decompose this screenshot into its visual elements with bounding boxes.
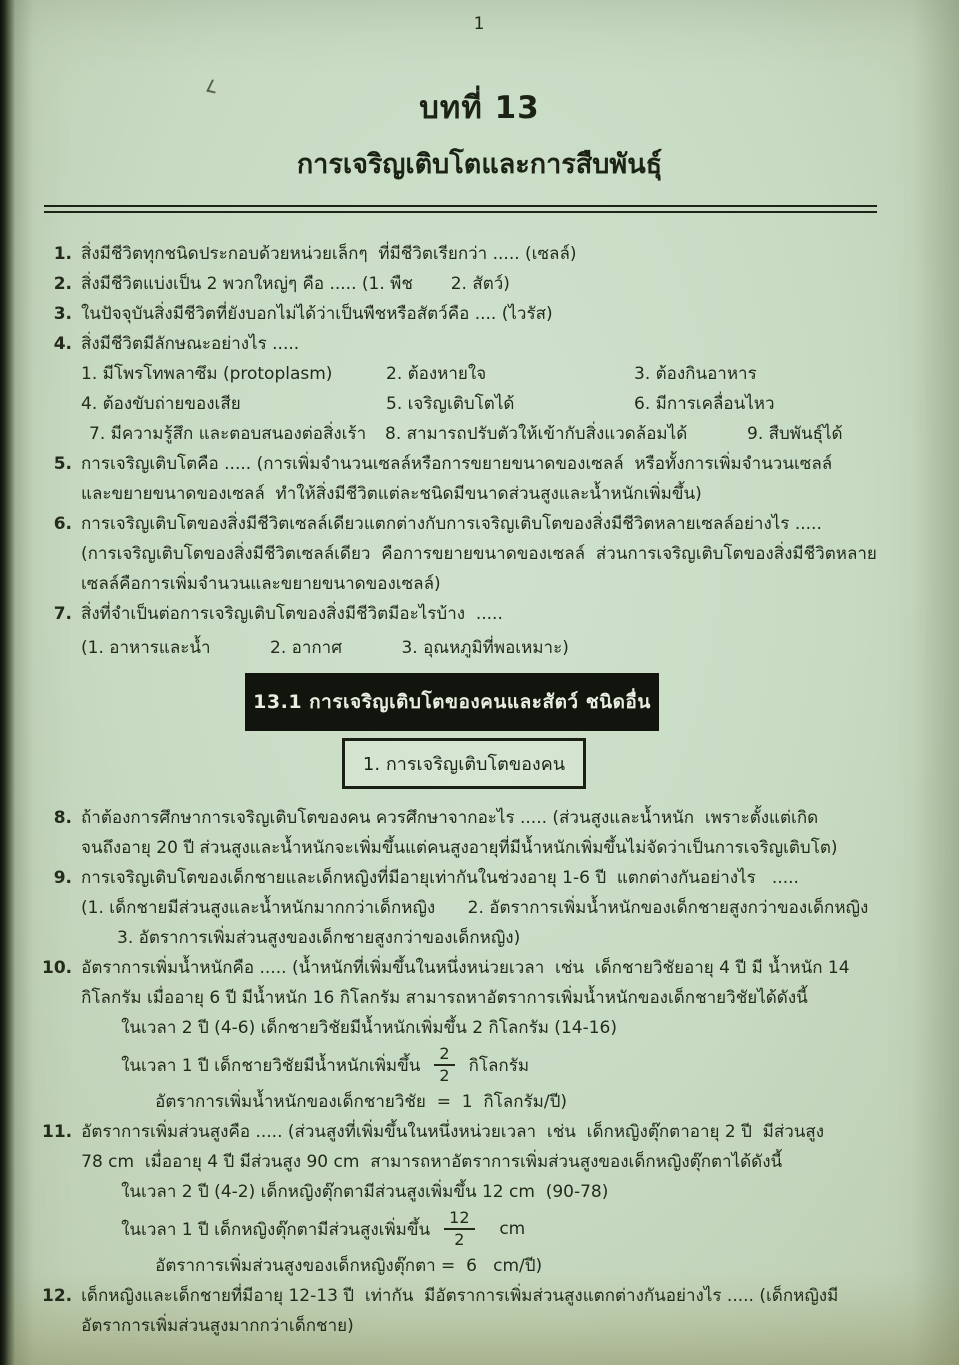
fraction	[444, 1209, 474, 1250]
calculation-result-line: อัตราการเพิ่มน้ำหนักของเด็กชายวิชัย = 1 กิโลกรัม/ปี)	[155, 1092, 568, 1112]
characteristic-cell: 4. ต้องขับถ่ายของเสีย	[81, 394, 241, 414]
question-text-line: กิโลกรัม เมื่ออายุ 6 ปี มีน้ำหนัก 16 กิโลกรัม สามารถหาอัตราการเพิ่มน้ำหนักของเด็กชายวิชัยได้ดังนี้	[81, 988, 808, 1008]
question-number: 6.	[53, 514, 72, 534]
question-7	[42, 599, 921, 663]
calculation-line-with-fraction	[121, 1207, 921, 1251]
question-3	[42, 299, 921, 329]
fraction-denominator: 2	[454, 1230, 465, 1249]
question-number: 1.	[53, 244, 72, 264]
question-text-line: สิ่งมีชีวิตมีลักษณะอย่างไร .....	[81, 334, 300, 354]
characteristics-row-2	[81, 389, 921, 419]
question-text-line: เซลล์คือการเพิ่มจำนวนและขยายขนาดของเซลล์)	[81, 574, 441, 594]
question-text-line: (การเจริญเติบโตของสิ่งมีชีวิตเซลล์เดียว คือการขยายขนาดของเซลล์ ส่วนการเจริญเติบโตของสิ่งมีชีวิตหลาย	[81, 544, 877, 564]
characteristic-cell: 2. ต้องหายใจ	[386, 364, 487, 384]
section-header-box: 13.1 การเจริญเติบโตของคนและสัตว์ ชนิดอื่น	[247, 675, 657, 729]
characteristic-cell: 9. สืบพันธุ์ได้	[747, 424, 843, 444]
question-12	[42, 1281, 921, 1341]
characteristic-cell: 3. ต้องกินอาหาร	[634, 364, 757, 384]
question-number: 3.	[53, 304, 72, 324]
question-number: 7.	[53, 604, 72, 624]
question-text-line: การเจริญเติบโตคือ ..... (การเพิ่มจำนวนเซลล์หรือการขยายขนาดของเซลล์ หรือทั้งการเพิ่มจำนวนเซลล์	[81, 454, 833, 474]
question-number: 9.	[53, 868, 72, 888]
question-8	[42, 803, 921, 863]
question-list	[0, 213, 959, 1341]
question-6	[42, 509, 921, 599]
fraction	[434, 1045, 454, 1086]
question-text-line: และขยายขนาดของเซลล์ ทำให้สิ่งมีชีวิตแต่ละชนิดมีขนาดส่วนสูงและน้ำหนักเพิ่มขึ้น)	[81, 484, 702, 504]
question-10	[42, 953, 921, 1117]
fraction-denominator: 2	[439, 1066, 450, 1085]
question-number: 11.	[42, 1122, 73, 1142]
page-number: 1	[473, 14, 486, 34]
characteristic-cell: 1. มีโพรโทพลาซึม (protoplasm)	[81, 364, 333, 384]
fraction-numerator: 2	[434, 1045, 454, 1066]
characteristic-cell: 5. เจริญเติบโตได้	[386, 394, 515, 414]
calculation-text: ในเวลา 1 ปี เด็กชายวิชัยมีน้ำหนักเพิ่มขึ้น	[121, 1055, 421, 1076]
calculation-text: cm	[488, 1219, 526, 1239]
characteristic-cell: 7. มีความรู้สึก และตอบสนองต่อสิ่งเร้า	[89, 424, 367, 444]
calculation-result-line: อัตราการเพิ่มส่วนสูงของเด็กหญิงตุ๊กตา = 6 cm/ปี)	[155, 1256, 543, 1276]
question-4	[42, 329, 921, 449]
question-text-line: การเจริญเติบโตของสิ่งมีชีวิตเซลล์เดียวแตกต่างกับการเจริญเติบโตของสิ่งมีชีวิตหลายเซลล์อย่างไร .....	[81, 514, 822, 534]
question-1	[42, 239, 921, 269]
question-text-line: ในปัจจุบันสิ่งมีชีวิตที่ยังบอกไม่ได้ว่าเป็นพืชหรือสัตว์คือ .... (ไวรัส)	[81, 304, 553, 324]
question-text-line: อัตราการเพิ่มน้ำหนักคือ ..... (น้ำหนักที่เพิ่มขึ้นในหนึ่งหน่วยเวลา เช่น เด็กชายวิชัยอายุ 4 ปี มี น้ำหนัก 14	[81, 958, 850, 978]
question-5	[42, 449, 921, 509]
characteristic-cell: 8. สามารถปรับตัวให้เข้ากับสิ่งแวดล้อมได้	[385, 424, 688, 444]
question-text-line: เด็กหญิงและเด็กชายที่มีอายุ 12-13 ปี เท่ากัน มีอัตราการเพิ่มส่วนสูงแตกต่างกันอย่างไร ..... (เด็กหญิงมี	[81, 1286, 839, 1306]
question-number: 4.	[53, 334, 72, 354]
question-text-line: ถ้าต้องการศึกษาการเจริญเติบโตของคน ควรศึกษาจากอะไร ..... (ส่วนสูงและน้ำหนัก เพราะตั้งแต่เกิด	[81, 808, 819, 828]
fraction-numerator: 12	[444, 1209, 474, 1230]
characteristics-row-1	[81, 359, 921, 389]
chapter-subtitle: การเจริญเติบโตและการสืบพันธุ์	[296, 149, 663, 180]
question-text-line: จนถึงอายุ 20 ปี ส่วนสูงและน้ำหนักจะเพิ่มขึ้นแต่คนสูงอายุที่มีน้ำหนักเพิ่มขึ้นไม่จัดว่าเป็นการเจริญเติบโต)	[81, 838, 838, 858]
calculation-text: กิโลกรัม	[468, 1055, 530, 1076]
characteristic-cell: 6. มีการเคลื่อนไหว	[634, 394, 775, 414]
characteristics-row-3	[81, 419, 921, 449]
question-text-line: สิ่งมีชีวิตแบ่งเป็น 2 พวกใหญ่ๆ คือ ..... (1. พืช 2. สัตว์)	[81, 274, 510, 294]
question-9	[42, 863, 921, 953]
question-number: 10.	[42, 958, 73, 978]
question-text-line: สิ่งที่จำเป็นต่อการเจริญเติบโตของสิ่งมีชีวิตมีอะไรบ้าง .....	[81, 604, 503, 624]
section-subheader-box: 1. การเจริญเติบโตของคน	[342, 738, 586, 789]
question-2	[42, 269, 921, 299]
answer-options-line: 3. อัตราการเพิ่มส่วนสูงของเด็กชายสูงกว่าของเด็กหญิง)	[117, 928, 521, 948]
calculation-line: ในเวลา 2 ปี (4-2) เด็กหญิงตุ๊กตามีส่วนสูงเพิ่มขึ้น 12 cm (90-78)	[121, 1182, 609, 1202]
question-number: 12.	[42, 1286, 73, 1306]
question-text-line: อัตราการเพิ่มส่วนสูงคือ ..... (ส่วนสูงที่เพิ่มขึ้นในหนึ่งหน่วยเวลา เช่น เด็กหญิงตุ๊กตาอายุ 2 ปี มีส่วนสูง	[81, 1122, 825, 1142]
question-11	[42, 1117, 921, 1281]
question-number: 2.	[53, 274, 72, 294]
answer-options-line: (1. อาหารและน้ำ 2. อากาศ 3. อุณหภูมิที่พอเหมาะ)	[81, 638, 569, 658]
calculation-text: ในเวลา 1 ปี เด็กหญิงตุ๊กตามีส่วนสูงเพิ่มขึ้น	[121, 1219, 431, 1240]
calculation-line: ในเวลา 2 ปี (4-6) เด็กชายวิชัยมีน้ำหนักเพิ่มขึ้น 2 กิโลกรัม (14-16)	[121, 1018, 617, 1038]
book-spine-shadow	[0, 0, 15, 1365]
question-text-line: การเจริญเติบโตของเด็กชายและเด็กหญิงที่มีอายุเท่ากันในช่วงอายุ 1-6 ปี แตกต่างกันอย่างไร .....	[81, 868, 799, 888]
calculation-line-with-fraction	[121, 1043, 921, 1087]
question-number: 8.	[53, 808, 72, 828]
question-number: 5.	[53, 454, 72, 474]
question-text-line: อัตราการเพิ่มส่วนสูงมากกว่าเด็กชาย)	[81, 1316, 354, 1336]
chapter-title: บทที่ 13	[419, 90, 540, 126]
question-text-line: สิ่งมีชีวิตทุกชนิดประกอบด้วยหน่วยเล็กๆ ที่มีชีวิตเรียกว่า ..... (เซลล์)	[81, 244, 577, 264]
double-divider-rule	[44, 205, 877, 213]
question-text-line: 78 cm เมื่ออายุ 4 ปี มีส่วนสูง 90 cm สามารถหาอัตราการเพิ่มส่วนสูงของเด็กหญิงตุ๊กตาได้ดังนี้	[81, 1152, 783, 1172]
answer-options-line: (1. เด็กชายมีส่วนสูงและน้ำหนักมากกว่าเด็กหญิง 2. อัตราการเพิ่มน้ำหนักของเด็กชายสูงกว่าของเด็กหญิง	[81, 898, 869, 918]
